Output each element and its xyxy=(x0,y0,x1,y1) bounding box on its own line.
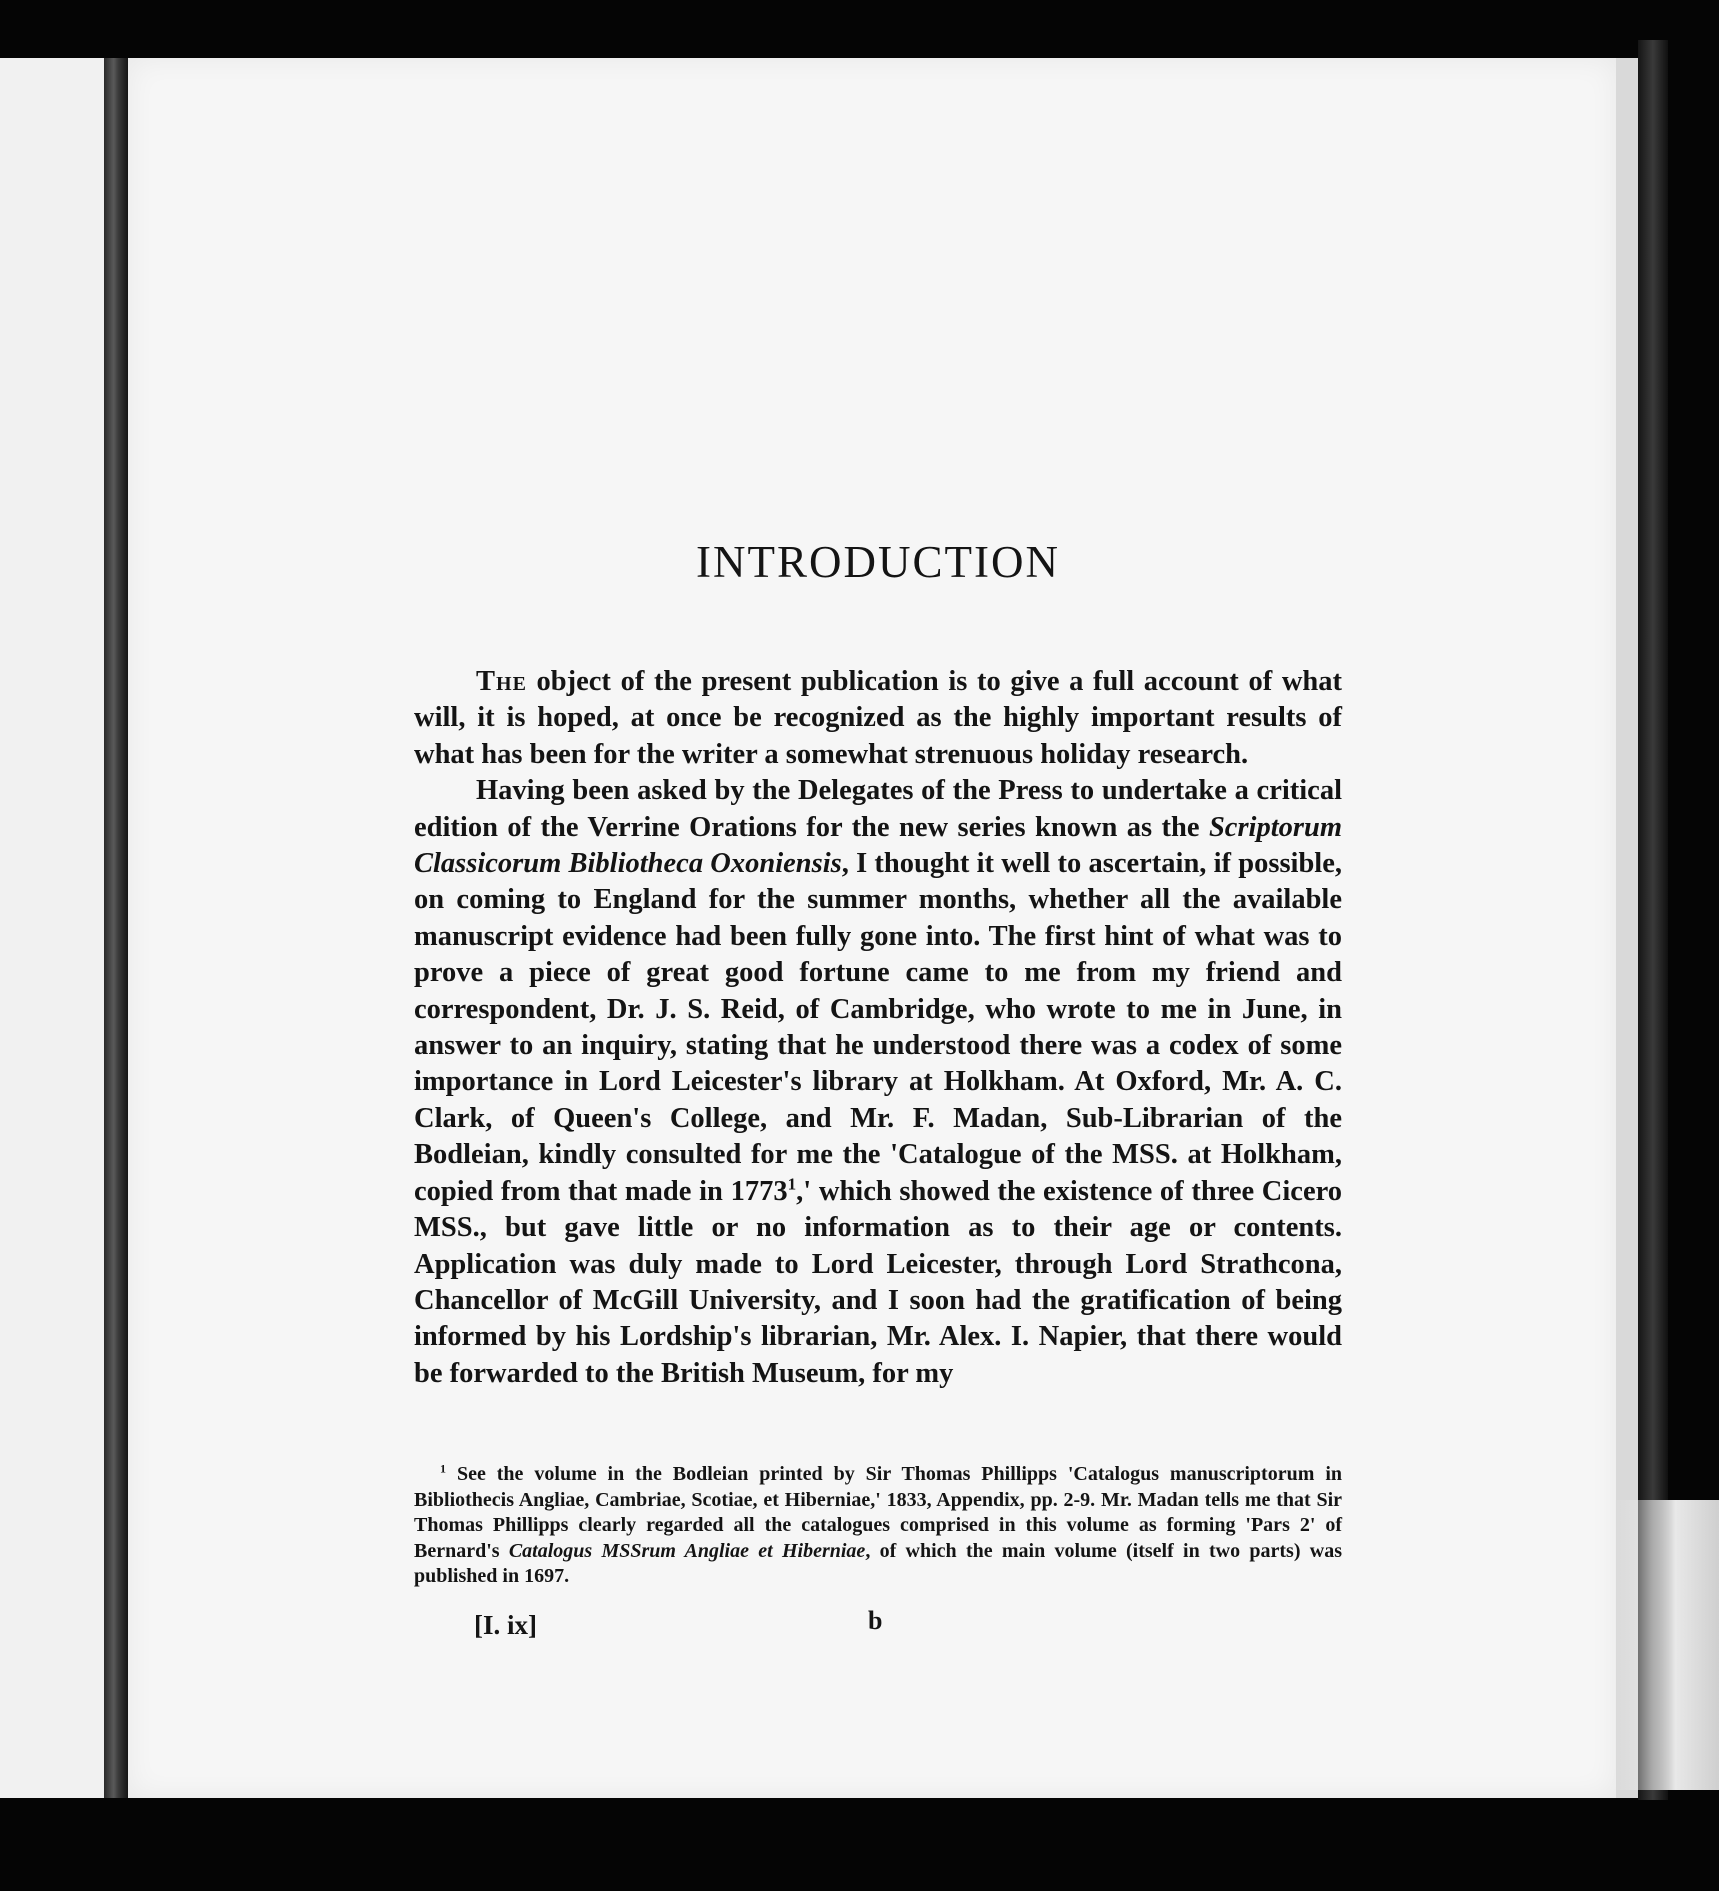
paragraph-lead-word: The xyxy=(476,666,527,697)
footnote-text-a: See the volume in the Bodleian printed by Sir Thomas Phillipps 'Catalogus manuscriptorum in Bibliothecis Angliae, Cambriae, Scotiae, et Hiberniae,' 1833, Appendix, pp. 2-9. Mr. Madan tells me that Sir Thomas Phillipps clearly regarded all the catalogues comprised in this volume as forming 'Pars 2' of Bernard's xyxy=(414,1463,1342,1562)
gathering-mark: b xyxy=(868,1606,883,1635)
paragraph-2 xyxy=(414,773,1342,1392)
paragraph-1-text: object of the present publication is to give a full account of what will, it is hoped, at once be recognized as the highly important results of what has been for the writer a somewhat strenuous holiday research. xyxy=(414,666,1342,770)
paragraph-1 xyxy=(414,664,1342,773)
left-page-edge xyxy=(0,58,110,1798)
paragraph-2-text-b: , I thought it well to ascertain, if possible, on coming to England for the summer months, whether all the available manuscript evidence had been fully gone into. The first hint of what was to prove a piece of great good fortune came to me from my friend and correspondent, Dr. J. S. Reid, of Cambridge, who wrote to me in June, in answer to an inquiry, stating that he understood there was a codex of some importance in Lord Leicester's library at Holkham. At Oxford, Mr. A. C. Clark, of Queen's College, and Mr. F. Madan, Sub-Librarian of the Bodleian, kindly consulted for me the 'Catalogue of the MSS. at Holkham, copied from that made in 1773 xyxy=(414,848,1342,1207)
paragraph-2-text-c: ,' which showed the existence of three Cicero MSS., but gave little or no information as to their age or contents. Application was duly made to Lord Leicester, through Lord Strathcona, Chancellor of McGill University, and I soon had the gratification of being informed by his Lordship's librarian, Mr. Alex. I. Napier, that there would be forwarded to the British Museum, for my xyxy=(414,1175,1342,1389)
book-page xyxy=(128,58,1616,1798)
footnote-text-b: , of which the main volume (itself in two parts) was published in 1697. xyxy=(414,1539,1343,1588)
catalogue-title: Catalogus MSSrum Angliae et Hiberniae xyxy=(508,1539,866,1562)
footnote-reference: 1 xyxy=(787,1174,797,1194)
footnote-text xyxy=(414,1462,1342,1590)
paragraph-2-text-a: Having been asked by the Delegates of the Press to undertake a critical edition of the Verrine Orations for the new series known as the xyxy=(414,775,1342,843)
book-spine-gutter xyxy=(104,58,128,1798)
footnote xyxy=(414,1462,1342,1590)
footnote-marker: 1 xyxy=(440,1461,446,1476)
signature-mark: [I. ix] xyxy=(474,1610,537,1640)
right-light-edge xyxy=(1610,1500,1719,1790)
body-text xyxy=(414,664,1342,1392)
series-title: Scriptorum Classicorum Bibliotheca Oxoniensis xyxy=(414,811,1342,880)
page-title: INTRODUCTION xyxy=(696,537,1060,587)
